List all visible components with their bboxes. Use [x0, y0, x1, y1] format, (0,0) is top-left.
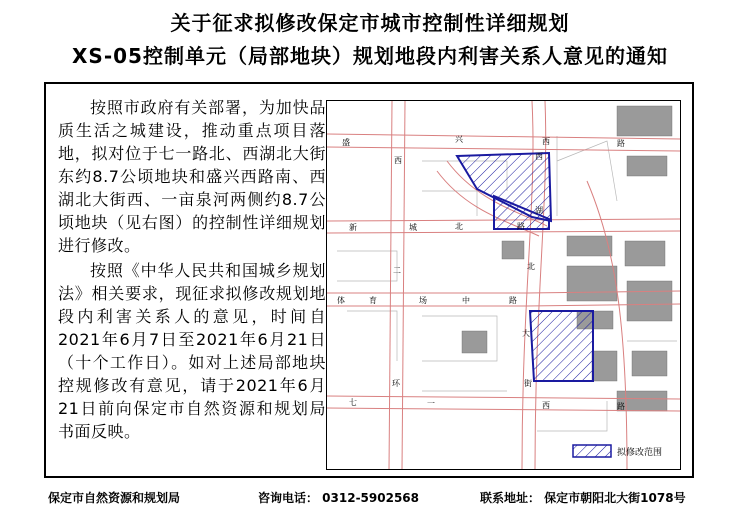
footer-phone: 咨询电话： 0312-5902568	[258, 491, 420, 505]
road-label-char: 路	[617, 402, 625, 411]
notice-body	[58, 96, 326, 445]
road-label-char: 七	[349, 398, 357, 407]
map-legend	[573, 445, 662, 458]
road-label-char: 路	[509, 296, 517, 305]
road-label-char: 体	[337, 296, 345, 305]
footer-address: 联系地址： 保定市朝阳北大街1078号	[480, 491, 686, 505]
legend-hatch-swatch	[573, 445, 611, 457]
road-label-char: 湖	[535, 206, 543, 215]
notice-title-line1: 关于征求拟修改保定市城市控制性详细规划	[170, 11, 570, 35]
planning-map	[326, 100, 681, 470]
road-label-char: 北	[455, 222, 463, 231]
road-label-char: 育	[369, 296, 377, 305]
body-paragraph-1: 按照市政府有关部署，为加快品质生活之城建设，推动重点项目落地，拟对位于七一路北、西湖北大街东约8.7公顷地块和盛兴西路南、西湖北大街西、一亩泉河两侧约8.7公顷地块（见右图）的控制性详细规划进行修改。	[58, 98, 326, 255]
road-label-char: 盛	[342, 138, 350, 147]
road-label-char: 西	[394, 156, 402, 165]
road-label-char: 一	[427, 399, 435, 408]
road-label-char: 兴	[455, 135, 463, 144]
road-label-char: 大	[522, 329, 530, 338]
body-paragraph-2: 按照《中华人民共和国城乡规划法》相关要求，现征求拟修改规划地段内利害关系人的意见，时间自2021年6月7日至2021年6月21日（十个工作日）。如对上述局部地块控规修改有意见，请于2021年6月21日前向保定市自然资源和规划局书面反映。	[58, 261, 326, 441]
road-label-char: 西	[542, 137, 550, 146]
road-label-char: 西	[542, 401, 550, 410]
road-label-char: 街	[524, 379, 532, 388]
map-drawing	[327, 101, 681, 470]
notice-title-line2: XS-05控制单元（局部地块）规划地段内利害关系人意见的通知	[72, 44, 668, 68]
legend-label: 拟修改范围	[617, 448, 663, 458]
road-label-char: 城	[409, 223, 417, 232]
road-label-char: 中	[462, 296, 470, 305]
modification-area-south	[530, 311, 593, 381]
road-label-char: 北	[527, 262, 535, 271]
footer-organization: 保定市自然资源和规划局	[48, 491, 181, 505]
road-label-char: 路	[617, 139, 625, 148]
road-label-char: 路	[517, 222, 525, 231]
road-label-char: 环	[392, 379, 400, 388]
road-label-char: 二	[393, 266, 401, 275]
road-label-char: 新	[349, 223, 357, 232]
road-label-char: 西	[535, 152, 543, 161]
road-label-char: 场	[419, 296, 427, 305]
